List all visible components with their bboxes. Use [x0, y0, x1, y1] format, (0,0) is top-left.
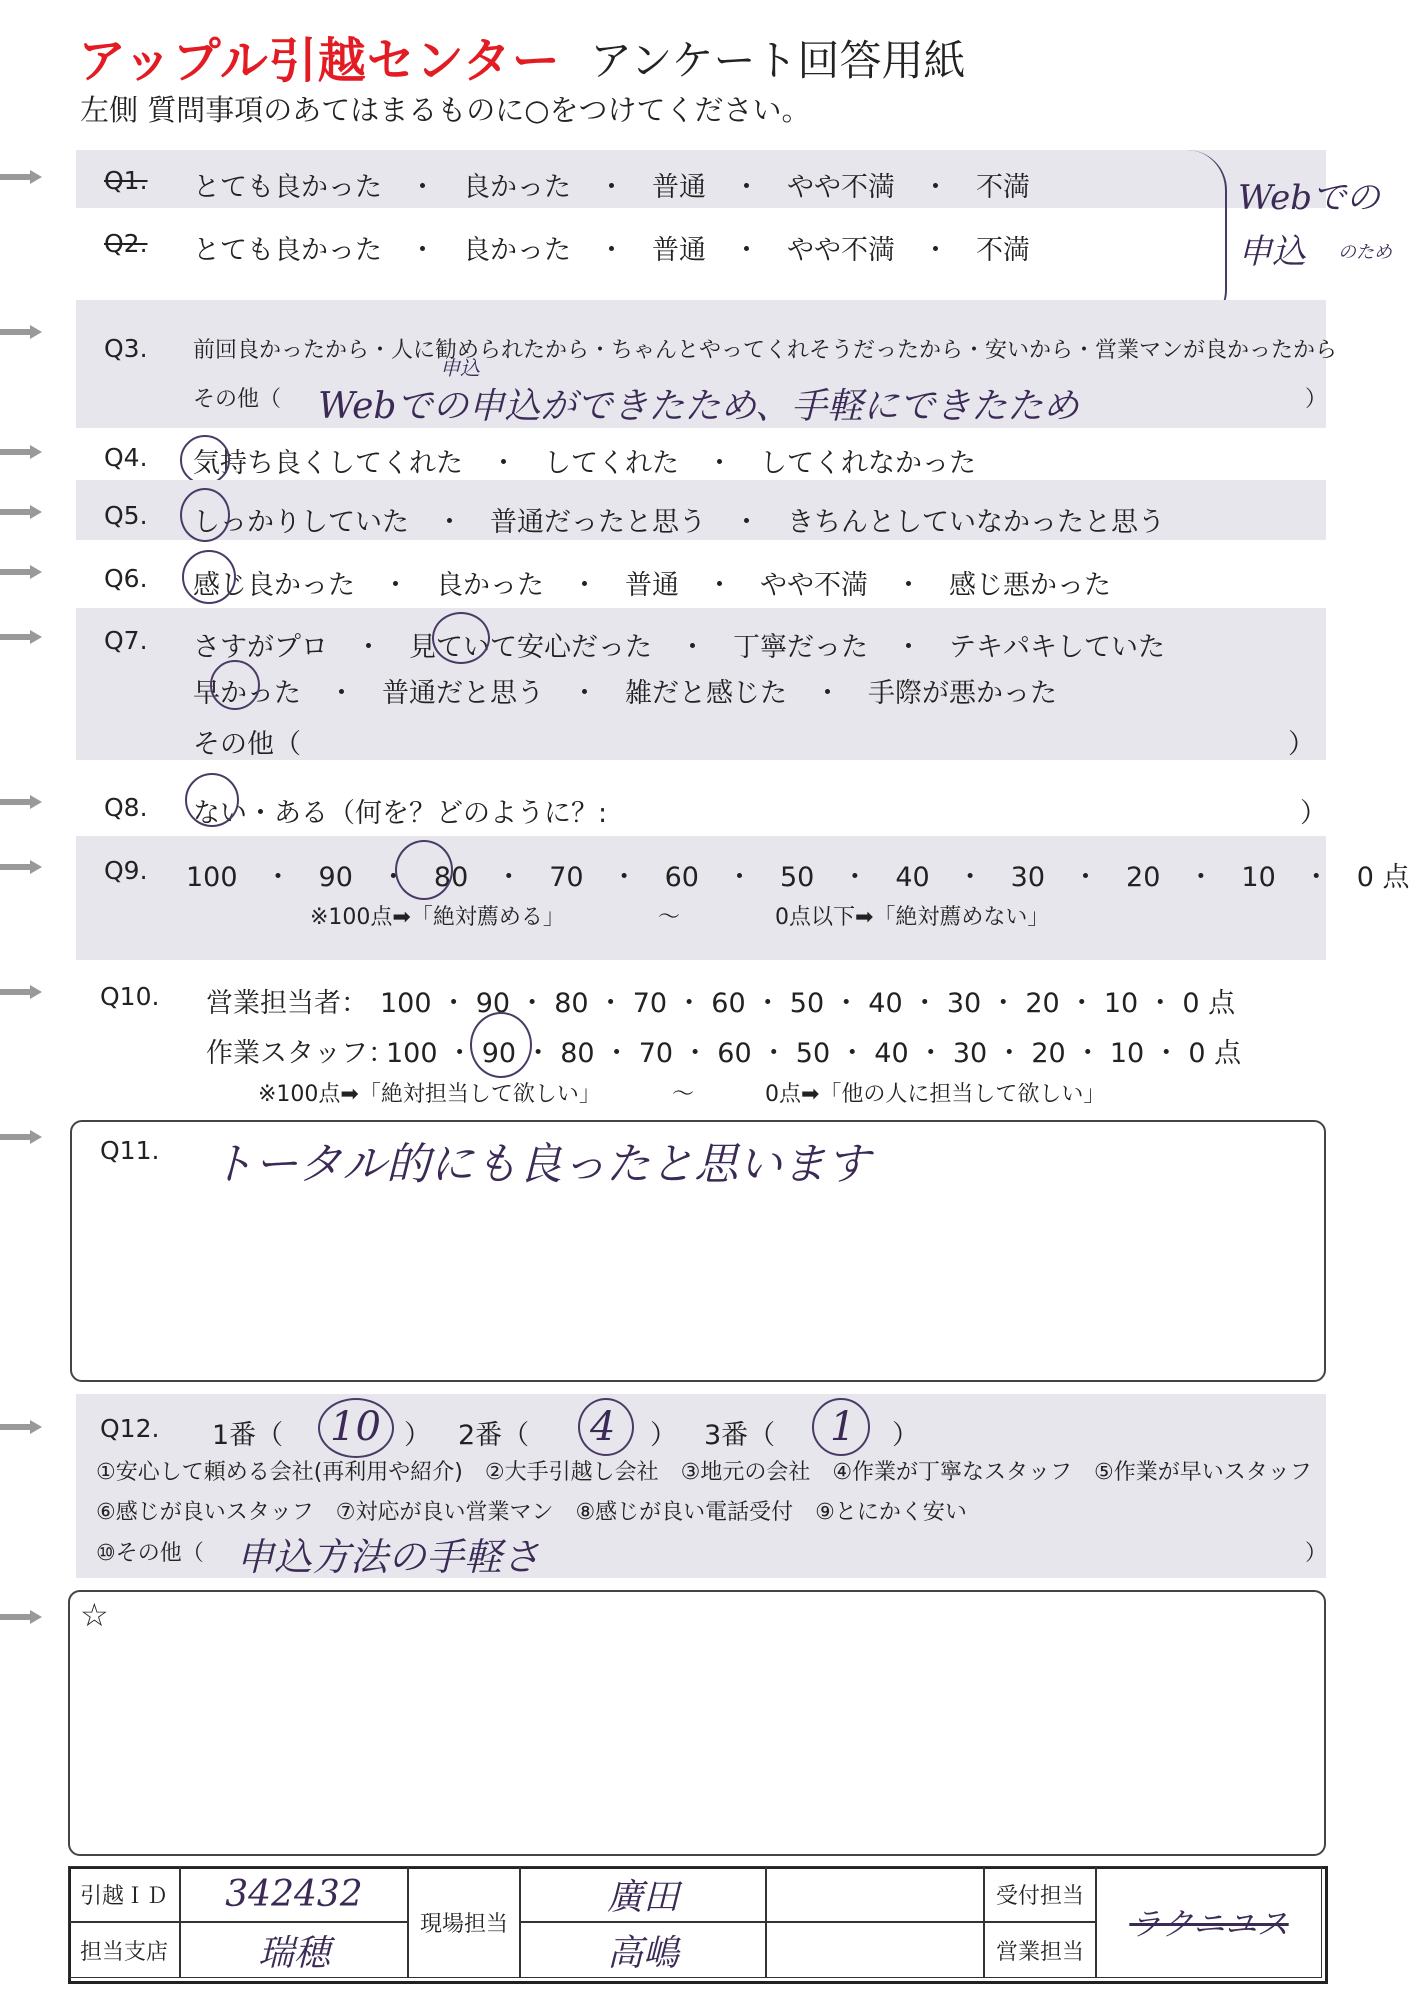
q11-number: Q11.: [100, 1136, 160, 1165]
q8-close: ）: [1300, 798, 1327, 829]
q1-number: Q1.: [104, 166, 148, 195]
note-handwriting: Webでの: [1238, 178, 1381, 218]
answer-circle: [182, 550, 236, 604]
form-subtitle: アンケート回答用紙: [590, 36, 966, 85]
q9-options[interactable]: 100 ・ 90 ・ 80 ・ 70 ・ 60 ・ 50 ・ 40 ・ 30 ・ 20 ・ 10 ・ 0 点: [186, 862, 1410, 893]
move-id-cell: [180, 1866, 408, 1922]
site-staff-cell-1: [520, 1866, 766, 1922]
margin-arrow-icon: [0, 1610, 44, 1624]
answer-circle: [318, 1398, 394, 1458]
q7-other-label: その他（: [193, 729, 301, 760]
q12-close-2: ）: [650, 1420, 677, 1451]
site-staff-label: 現場担当: [408, 1866, 520, 1978]
margin-arrow-icon: [0, 170, 44, 184]
margin-arrow-icon: [0, 860, 44, 874]
margin-arrow-icon: [0, 795, 44, 809]
q9-note-left: ※100点➡「絶対薦める」: [310, 905, 565, 930]
q12-second-label: 2番（: [458, 1420, 530, 1451]
q12-second-answer[interactable]: 4: [590, 1404, 616, 1450]
answer-circle: [185, 773, 239, 827]
q12-choices-line2: ⑥感じが良いスタッフ ⑦対応が良い営業マン ⑧感じが良い電話受付 ⑨とにかく安い: [96, 1500, 967, 1525]
q3-number: Q3.: [104, 334, 148, 363]
answer-circle: [578, 1398, 634, 1456]
q12-third-label: 3番（: [704, 1420, 776, 1451]
q5-number: Q5.: [104, 501, 148, 530]
branch-cell: [180, 1922, 408, 1978]
site-staff-cell-2: [520, 1922, 766, 1978]
q3-options[interactable]: 前回良かったから・人に勧められたから・ちゃんとやってくれそうだったから・安いから・営業マンが良かったから: [193, 338, 1338, 363]
q10-note-left: ※100点➡「絶対担当して欲しい」: [258, 1082, 601, 1107]
q10-sales-options[interactable]: 100 ・ 90 ・ 80 ・ 70 ・ 60 ・ 50 ・ 40 ・ 30 ・ 20 ・ 10 ・ 0 点: [380, 988, 1236, 1019]
margin-arrow-icon: [0, 565, 44, 579]
star-icon: ☆: [80, 1596, 109, 1634]
q7-close: ）: [1288, 729, 1315, 760]
q10-number: Q10.: [100, 982, 160, 1011]
reception-value: ラクニユス: [1129, 1905, 1289, 1943]
q12-first-answer[interactable]: 10: [330, 1404, 381, 1450]
q10-sales-label: 営業担当者：: [206, 988, 368, 1019]
q3-other-label: その他（: [193, 387, 282, 412]
margin-arrow-icon: [0, 445, 44, 459]
q10-note-right: 0点➡「他の人に担当して欲しい」: [765, 1082, 1106, 1107]
q8-number: Q8.: [104, 793, 148, 822]
answer-circle: [395, 840, 453, 900]
site-staff-1: 廣田: [606, 1876, 679, 1918]
sales-label: 営業担当: [984, 1922, 1096, 1978]
q7-line2[interactable]: 早かった ・ 普通だと思う ・ 雑だと感じた ・ 手際が悪かった: [193, 678, 1057, 709]
margin-arrow-icon: [0, 325, 44, 339]
q7-number: Q7.: [104, 626, 148, 655]
move-id-label: 引越ＩＤ: [68, 1866, 180, 1922]
q12-close-1: ）: [404, 1420, 431, 1451]
branch-value: 瑞穂: [257, 1932, 330, 1974]
q12-first-label: 1番（: [212, 1420, 284, 1451]
comment-box[interactable]: [68, 1590, 1326, 1856]
margin-arrow-icon: [0, 1130, 44, 1144]
q3-close: ）: [1305, 387, 1328, 412]
answer-circle: [812, 1398, 870, 1456]
q4-options[interactable]: 気持ち良くしてくれた ・ してくれた ・ してくれなかった: [193, 448, 976, 479]
brand-title: アップル引越センター: [78, 33, 561, 89]
q7-line1[interactable]: さすがプロ ・ 見ていて安心だった ・ 丁寧だった ・ テキパキしていた: [193, 632, 1165, 663]
margin-arrow-icon: [0, 985, 44, 999]
q8-options[interactable]: ない・ある（何を？どのように？:: [193, 798, 608, 829]
q2-options[interactable]: とても良かった ・ 良かった ・ 普通 ・ やや不満 ・ 不満: [193, 235, 1030, 266]
blank-cell: [766, 1922, 984, 1978]
margin-arrow-icon: [0, 1420, 44, 1434]
q12-third-answer[interactable]: 1: [830, 1404, 856, 1450]
answer-circle: [432, 612, 490, 664]
margin-arrow-icon: [0, 630, 44, 644]
site-staff-2: 高嶋: [606, 1932, 679, 1974]
reception-label: 受付担当: [984, 1866, 1096, 1922]
q12-choices-line1: ①安心して頼める会社(再利用や紹介) ②大手引越し会社 ③地元の会社 ④作業が丁寧なスタッフ ⑤作業が早いスタッフ: [96, 1460, 1312, 1485]
q11-answer[interactable]: トータル的にも良ったと思います: [210, 1139, 870, 1190]
reception-cell: [1096, 1866, 1322, 1978]
answer-circle: [470, 1012, 532, 1078]
move-id-value: 342432: [225, 1873, 363, 1915]
note-handwriting: 申込: [1238, 232, 1306, 272]
q9-note-tilde: ～: [658, 905, 681, 930]
q3-correction: 申込: [440, 356, 480, 380]
q3-other-answer[interactable]: Webでの申込ができたため、手軽にできたため: [318, 386, 1079, 427]
blank-cell: [766, 1866, 984, 1922]
q10-staff-label: 作業スタッフ：: [206, 1038, 395, 1069]
q12-number: Q12.: [100, 1414, 160, 1443]
branch-label: 担当支店: [68, 1922, 180, 1978]
answer-circle: [180, 435, 230, 485]
q9-note-right: 0点以下➡「絶対薦めない」: [775, 905, 1050, 930]
instruction-text: 左側 質問事項のあてはまるものに○をつけてください。: [80, 93, 811, 127]
q12-other-answer[interactable]: 申込方法の手軽さ: [236, 1535, 541, 1579]
note-handwriting: のため: [1338, 242, 1392, 263]
q10-note-tilde: ～: [672, 1082, 695, 1107]
q4-number: Q4.: [104, 443, 148, 472]
q6-number: Q6.: [104, 564, 148, 593]
q6-options[interactable]: 感じ良かった ・ 良かった ・ 普通 ・ やや不満 ・ 感じ悪かった: [193, 570, 1111, 601]
q5-options[interactable]: しっかりしていた ・ 普通だったと思う ・ きちんとしていなかったと思う: [193, 507, 1165, 538]
q12-other-close: ）: [1305, 1541, 1328, 1566]
q12-close-3: ）: [892, 1420, 919, 1451]
q9-number: Q9.: [104, 856, 148, 885]
q12-other-label: ⑩その他（: [96, 1541, 204, 1566]
answer-circle: [180, 488, 230, 542]
q10-staff-options[interactable]: 100 ・ 90 ・ 80 ・ 70 ・ 60 ・ 50 ・ 40 ・ 30 ・ 20 ・ 10 ・ 0 点: [386, 1038, 1242, 1069]
q2-number: Q2.: [104, 229, 148, 258]
q1-options[interactable]: とても良かった ・ 良かった ・ 普通 ・ やや不満 ・ 不満: [193, 172, 1030, 203]
margin-arrow-icon: [0, 505, 44, 519]
answer-circle: [210, 660, 260, 710]
